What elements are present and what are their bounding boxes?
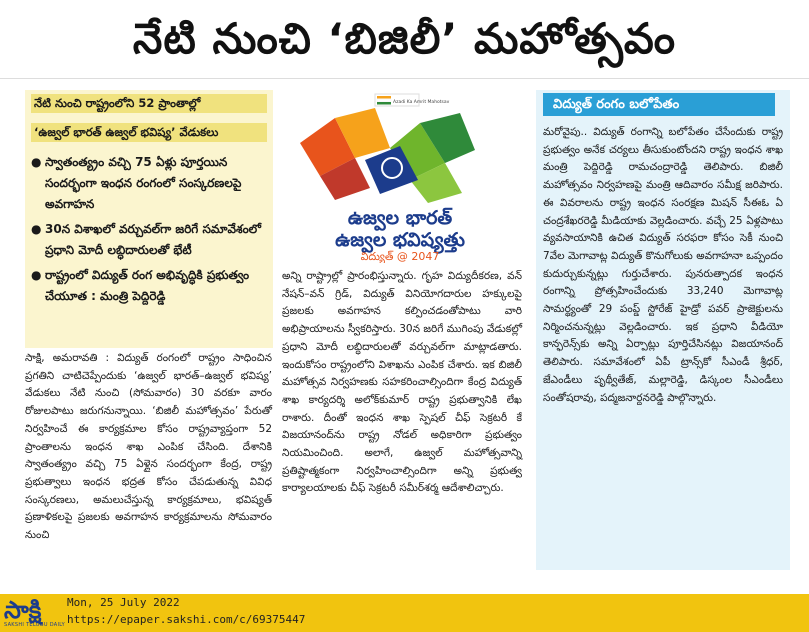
highlights-box [25, 90, 273, 348]
highlight-bullet-text: 30న విశాఖలో వర్చువల్‌గా జరిగే సమావేశంలో ప్రధాని మోదీ లబ్ధిదారులతో భేటీ [45, 222, 262, 257]
flag-stripe [377, 99, 391, 102]
logo-tag: విద్యుత్ @ 2047 [360, 250, 440, 263]
bullet-dot-icon: ● [31, 268, 42, 282]
highlights-title-line1: నేటి నుంచి రాష్ట్రంలోని 52 ప్రాంతాల్లో [31, 94, 267, 113]
sakshi-logo[interactable]: సాక్షి [4, 596, 42, 624]
bullet-dot-icon: ● [31, 155, 42, 169]
logo-line1: ఉజ్వల భారత్ [347, 207, 453, 229]
publish-date: Mon, 25 July 2022 [67, 596, 180, 609]
article-column-middle: అన్ని రాష్ట్రాల్లో ప్రారంభిస్తున్నారు. గృహ విద్యుదీకరణ, వన్ నేషన్–వన్ గ్రిడ్, విద్యుత్ వినియోగదారుల హక్కులపై ప్రజలకు అవగాహన కల్పించడంతోపాటు వారి అభిప్రాయాలను స్వీకరిస్తారు. 30న జరిగే ముగింపు వేడుకల్లో ప్రధాని మోదీ లబ్ధిదారులతో వర్చువల్‌గా మాట్లాడతారు. ఇందుకోసం రాష్ట్రంలోని విశాఖను ఎంపిక చేశారు. ఇక బిజిలీ మహోత్సవ నిర్వహణకు సహకరించాల్సిందిగా కేంద్ర విద్యుత్ శాఖ కార్యదర్శి అలోక్‌కుమార్ రాష్ట్ర ప్రభుత్వానికి లేఖ రాశారు. దీంతో ఇంధన శాఖ స్పెషల్ చీఫ్ సెక్రటరీ కే విజయానంద్‌ను రాష్ట్ర నోడల్ అధికారిగా ప్రభుత్వం నియమించింది. అలాగే, ఉజ్వల్ మహోత్సవాన్ని ప్రతిష్టాత్మకంగా నిర్వహించాల్సిందిగా అన్ని ప్రభుత్వ కార్యాలయాలకు చీఫ్ సెక్రటరీ సమీర్‌శర్మ ఆదేశాలిచ్చారు. [282, 270, 522, 495]
epaper-link[interactable]: https://epaper.sakshi.com/c/69375447 [67, 613, 306, 626]
bullet-dot-icon: ● [31, 222, 42, 236]
highlight-bullet [31, 265, 267, 307]
article-column-left: సాక్షి, అమరావతి : విద్యుత్ రంగంలో రాష్ట్రం సాధించిన ప్రగతిని చాటిచెప్పేందుకు ‘ఉజ్వల్ భారత్–ఉజ్వల్ భవిష్య’ వేడుకలు నేటి నుంచి (సోమవారం) 30 వరకూ వారం రోజులపాటు జరుగనున్నాయి. ‘బిజిలీ మహోత్సవం’ పేరుతో నిర్వహించే ఈ కార్యక్రమాల కోసం రాష్ట్రవ్యాప్తంగా 52 ప్రాంతాలను ఇంధన శాఖ ఎంపిక చేసింది. దేశానికి స్వాతంత్య్రం వచ్చి 75 ఏళ్లైన సందర్భంగా కేంద్ర, రాష్ట్ర ప్రభుత్వాలు ఇంధన భద్రత కోసం చేపడుతున్న వివిధ సంస్కరణలు, అమలుచేస్తున్న కార్యక్రమాలు, భవిష్యత్ ప్రణాళికలపై ప్రజలకు అవగాహన కార్యక్రమాలను సోమవారం నుంచి [25, 352, 272, 542]
flag-stripe [377, 102, 391, 105]
highlight-bullet [31, 152, 267, 215]
headline-divider [0, 78, 809, 79]
flag-stripe [377, 96, 391, 99]
ujwal-bharat-logo-graphic [280, 88, 520, 263]
sidebar-title: విద్యుత్ రంగం బలోపేతం [543, 93, 775, 116]
event-logo [280, 88, 520, 263]
highlight-bullet [31, 219, 267, 261]
highlight-bullet-text: రాష్ట్రంలో విద్యుత్ రంగ అభివృద్ధికి ప్రభుత్వం చేయూత : మంత్రి పెద్దిరెడ్డి [45, 268, 250, 303]
headline: నేటి నుంచి ‘బిజిలీ’ మహోత్సవం [132, 14, 677, 63]
logo-line2: ఉజ్వల భవిష్యత్తు [335, 229, 465, 251]
highlights-title-line2: ‘ఉజ్వల్ భారత్ ఉజ్వల్ భవిష్య’ వేడుకలు [31, 123, 267, 142]
sidebar-text: మరోవైపు.. విద్యుత్ రంగాన్ని బలోపేతం చేసేందుకు రాష్ట్ర ప్రభుత్వం అనేక చర్యలు తీసుకుంటోందని రాష్ట్ర ఇంధన శాఖ మంత్రి పెద్దిరెడ్డి రామచంద్రారెడ్డి తెలిపారు. బిజిలీ మహోత్సవం నిర్వహణపై మంత్రి ఆదివారం సమీక్ష జరిపారు. ఈ వివరాలను రాష్ట్ర ఇంధన సంరక్షణ మిషన్ సీఈఓ ఏ చంద్రశేఖరరెడ్డి మీడియాకు వెల్లడించారు. వచ్చే 25 ఏళ్లపాటు వ్యవసాయానికి ఉచిత విద్యుత్ సరఫరా కోసం సెకీ నుంచి 7వేల మెగావాట్ల విద్యుత్ కొనుగోలుకు అవగాహనా ఒప్పందం కుదుర్చుకున్నట్లు గుర్తుచేశారు. పునరుత్పాదక ఇంధన రంగాన్ని ప్రోత్సహించేందుకు 33,240 మెగావాట్ల సామర్థ్యంతో 29 పంప్డ్ స్టోరేజ్ హైడ్రో పవర్ ప్రాజెక్టులను నిర్మించనున్నట్లు వెల్లడించారు. ఇక ప్రధాని వీడియో కాన్ఫరెన్స్‌కు అన్ని ఏర్పాట్లు పూర్తిచేసినట్లు విజయానంద్ తెలిపారు. సమావేశంలో ఏపీ ట్రాన్స్‌కో సీఎండీ శ్రీధర్, జేఎండీలు పృథ్వీతేజ్, మల్లారెడ్డి, డిస్కంల సీఎండీలు సంతోషరావు, పద్మజనార్దనరెడ్డి పాల్గొన్నారు. [543, 126, 783, 404]
sakshi-logo-subtitle: SAKSHI TELUGU DAILY [4, 622, 66, 628]
highlight-bullet-text: స్వాతంత్య్రం వచ్చి 75 ఏళ్లు పూర్తయిన సందర్భంగా ఇంధన రంగంలో సంస్కరణలపై అవగాహన [45, 155, 242, 211]
azadi-text: Azadi Ka Amrit Mahotsav [393, 100, 450, 105]
